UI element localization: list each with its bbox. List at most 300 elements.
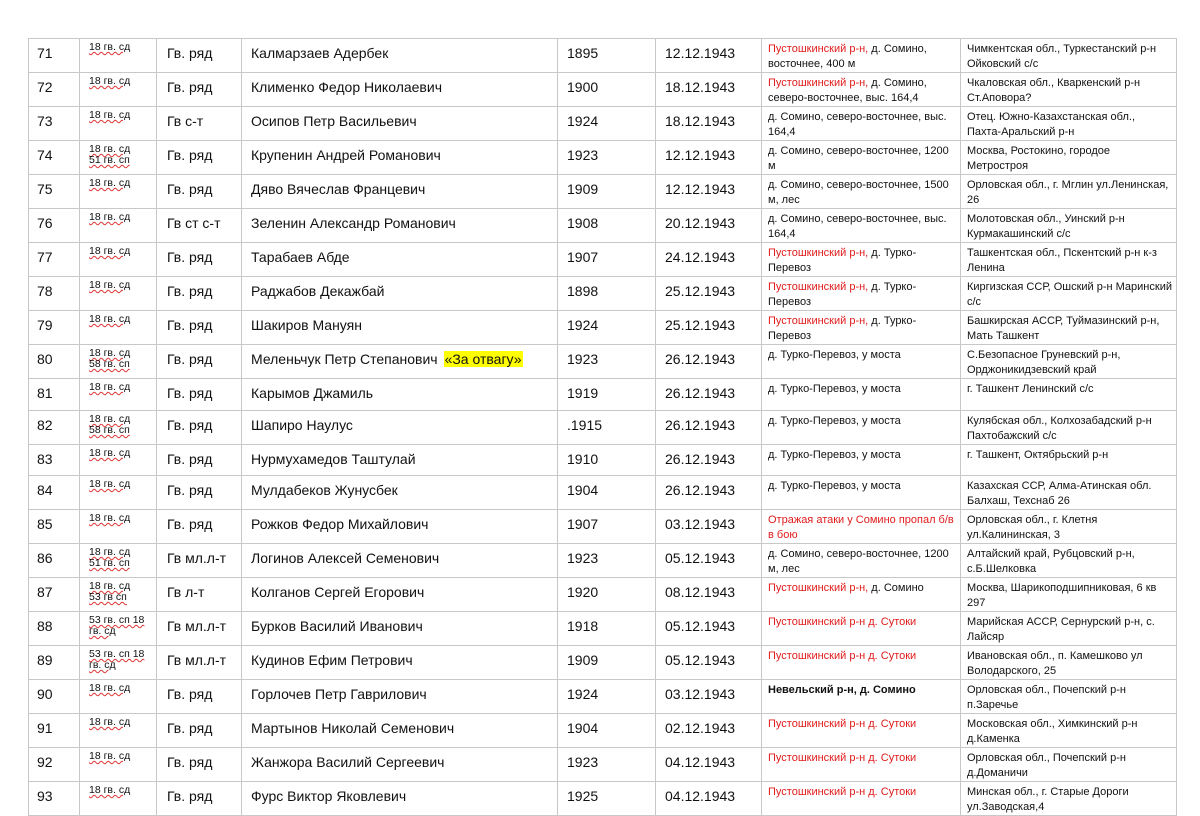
cell-text: Пустошкинский р-н д. Сутоки: [768, 616, 917, 628]
cell-text: Гв. ряд: [167, 482, 213, 498]
cell-text: 26.12.1943: [665, 451, 736, 467]
origin-cell: [961, 510, 1177, 544]
burial-place-cell: [762, 209, 961, 243]
row-number: [29, 510, 80, 544]
death-date-cell: [656, 411, 762, 445]
name-cell: [242, 209, 558, 243]
rank-cell: [157, 107, 242, 141]
cell-text: Пустошкинский р-н д. Сутоки: [768, 718, 917, 730]
birth-year-cell: [558, 680, 656, 714]
row-number: [29, 209, 80, 243]
burial-place-cell: [762, 243, 961, 277]
cell-text: 73: [37, 113, 53, 129]
cell-text: Гв. ряд: [167, 385, 213, 401]
burial-place-cell: [762, 544, 961, 578]
cell-text: Гв. ряд: [167, 720, 213, 736]
cell-text: 26.12.1943: [665, 351, 736, 367]
birth-year-cell: [558, 544, 656, 578]
death-date-cell: [656, 578, 762, 612]
birth-year-cell: [558, 243, 656, 277]
unit-cell: [80, 411, 157, 445]
unit-cell: [80, 175, 157, 209]
cell-text: 12.12.1943: [665, 45, 736, 61]
cell-text: 76: [37, 215, 53, 231]
burial-place-cell: [762, 379, 961, 411]
cell-text: Меленьчук Петр Степанович: [251, 351, 438, 367]
name-cell: [242, 107, 558, 141]
cell-text: Шапиро Наулус: [251, 417, 353, 433]
cell-text: 18 гв. сд: [89, 546, 131, 558]
death-date-cell: [656, 782, 762, 816]
origin-cell: [961, 445, 1177, 476]
row-number: [29, 243, 80, 277]
cell-text: 18 гв. сд: [89, 75, 131, 87]
cell-text: 18 гв. сд: [89, 447, 131, 459]
cell-text: 72: [37, 79, 53, 95]
cell-text: Алтайский край, Рубцовский р-н, с.Б.Шелковка: [967, 548, 1135, 575]
birth-year-cell: [558, 175, 656, 209]
unit-cell: [80, 578, 157, 612]
death-date-cell: [656, 141, 762, 175]
birth-year-cell: [558, 39, 656, 73]
cell-text: Гв. ряд: [167, 788, 213, 804]
cell-text: Гв мл.л-т: [167, 618, 227, 634]
cell-text: Пустошкинский р-н,: [768, 582, 869, 594]
birth-year-cell: [558, 107, 656, 141]
death-date-cell: [656, 243, 762, 277]
cell-text: 24.12.1943: [665, 249, 736, 265]
table-row: [29, 680, 1177, 714]
cell-text: 83: [37, 451, 53, 467]
unit-cell: [80, 680, 157, 714]
row-number: [29, 39, 80, 73]
unit-cell: [80, 782, 157, 816]
cell-text: 18 гв. сд: [89, 750, 131, 762]
name-cell: [242, 714, 558, 748]
burial-place-cell: [762, 782, 961, 816]
cell-text: 1924: [567, 317, 599, 333]
cell-text: 18 гв. сд: [89, 347, 131, 359]
name-cell: [242, 612, 558, 646]
cell-text: 05.12.1943: [665, 550, 736, 566]
cell-text: Пустошкинский р-н д. Сутоки: [768, 786, 917, 798]
cell-text: Московская обл., Химкинский р-н д.Каменка: [967, 718, 1138, 745]
unit-cell: [80, 141, 157, 175]
burial-place-cell: [762, 175, 961, 209]
rank-cell: [157, 714, 242, 748]
cell-text: 1924: [567, 686, 599, 702]
row-number: [29, 311, 80, 345]
origin-cell: [961, 476, 1177, 510]
unit-cell: [80, 714, 157, 748]
name-cell: [242, 311, 558, 345]
cell-text: Ташкентская обл., Пскентский р-н к-з Ленина: [967, 247, 1157, 274]
cell-text: Раджабов Декажбай: [251, 283, 385, 299]
cell-text: Молотовская обл., Уинский р-н Курмакашинский с/с: [967, 213, 1125, 240]
cell-text: 92: [37, 754, 53, 770]
cell-text: Орловская обл., Почепский р-н д.Доманичи: [967, 752, 1126, 779]
birth-year-cell: [558, 578, 656, 612]
origin-cell: [961, 782, 1177, 816]
cell-text: д. Сомино, северо-восточнее, 1200 м: [768, 145, 949, 172]
cell-text: 1923: [567, 754, 599, 770]
rank-cell: [157, 445, 242, 476]
unit-cell: [80, 73, 157, 107]
cell-text: 18.12.1943: [665, 113, 736, 129]
death-date-cell: [656, 714, 762, 748]
table-row: [29, 445, 1177, 476]
cell-text: 53 гв. сп 18: [89, 648, 145, 660]
cell-text: Отец. Южно-Казахстанская обл., Пахта-Аральский р-н: [967, 111, 1136, 138]
table-row: [29, 277, 1177, 311]
death-date-cell: [656, 476, 762, 510]
cell-text: Пустошкинский р-н д. Сутоки: [768, 752, 917, 764]
burial-place-cell: [762, 578, 961, 612]
cell-text: 1924: [567, 113, 599, 129]
cell-text: 89: [37, 652, 53, 668]
cell-text: Горлочев Петр Гаврилович: [251, 686, 427, 702]
cell-text: С.Безопасное Груневский р-н, Орджоникидзевский край: [967, 349, 1121, 376]
burial-place-cell: [762, 612, 961, 646]
cell-text: д. Сомино, северо-восточнее, выс. 164,4: [768, 111, 947, 138]
cell-text: Гв. ряд: [167, 147, 213, 163]
cell-text: Осипов Петр Васильевич: [251, 113, 417, 129]
cell-text: 18 гв. сд: [89, 279, 131, 291]
cell-text: 77: [37, 249, 53, 265]
row-number: [29, 73, 80, 107]
burial-place-cell: [762, 107, 961, 141]
cell-text: Рожков Федор Михайлович: [251, 516, 429, 532]
cell-text: .1915: [567, 417, 603, 433]
name-cell: [242, 680, 558, 714]
cell-text: 03.12.1943: [665, 686, 736, 702]
cell-text: Дяво Вячеслав Францевич: [251, 181, 426, 197]
table-row: [29, 782, 1177, 816]
unit-cell: [80, 544, 157, 578]
row-number: [29, 411, 80, 445]
cell-text: гв. сд: [89, 625, 116, 637]
cell-text: Москва, Ростокино, городое Метростроя: [967, 145, 1110, 172]
cell-text: Гв. ряд: [167, 417, 213, 433]
row-number: [29, 544, 80, 578]
origin-cell: [961, 646, 1177, 680]
cell-text: 81: [37, 385, 53, 401]
birth-year-cell: [558, 73, 656, 107]
cell-text: Гв. ряд: [167, 79, 213, 95]
rank-cell: [157, 544, 242, 578]
name-cell: [242, 476, 558, 510]
birth-year-cell: [558, 612, 656, 646]
cell-text: Логинов Алексей Семенович: [251, 550, 440, 566]
rank-cell: [157, 748, 242, 782]
cell-text: 75: [37, 181, 53, 197]
death-date-cell: [656, 544, 762, 578]
cell-text: 05.12.1943: [665, 618, 736, 634]
rank-cell: [157, 782, 242, 816]
origin-cell: [961, 345, 1177, 379]
cell-text: Отражая атаки у Сомино пропал б/в в бою: [768, 514, 954, 541]
cell-text: Кулябская обл., Колхозабадский р-н Пахтобажский с/с: [967, 415, 1152, 442]
cell-text: г. Ташкент Ленинский с/с: [967, 383, 1094, 395]
row-number: [29, 277, 80, 311]
cell-text: 1904: [567, 720, 599, 736]
birth-year-cell: [558, 714, 656, 748]
cell-text: 18 гв. сд: [89, 478, 131, 490]
cell-text: д. Турко-Перевоз, у моста: [768, 449, 901, 461]
cell-text: 18 гв. сд: [89, 109, 131, 121]
cell-text: Бурков Василий Иванович: [251, 618, 423, 634]
unit-cell: [80, 646, 157, 680]
burial-place-cell: [762, 510, 961, 544]
table-row: [29, 345, 1177, 379]
cell-text: 1908: [567, 215, 599, 231]
cell-text: Казахская ССР, Алма-Атинская обл. Балхаш, Техснаб 26: [967, 480, 1152, 507]
cell-text: 02.12.1943: [665, 720, 736, 736]
row-number: [29, 379, 80, 411]
death-date-cell: [656, 311, 762, 345]
burial-place-cell: [762, 73, 961, 107]
rank-cell: [157, 411, 242, 445]
cell-text: 18 гв. сд: [89, 143, 131, 155]
name-cell: [242, 445, 558, 476]
cell-text: 87: [37, 584, 53, 600]
rank-cell: [157, 209, 242, 243]
cell-text: 90: [37, 686, 53, 702]
cell-text: г. Ташкент, Октябрьский р-н: [967, 449, 1109, 461]
rank-cell: [157, 345, 242, 379]
cell-text: 53 гв сп: [89, 591, 127, 603]
origin-cell: [961, 141, 1177, 175]
death-date-cell: [656, 646, 762, 680]
cell-text: 18 гв. сд: [89, 784, 131, 796]
cell-text: 74: [37, 147, 53, 163]
birth-year-cell: [558, 748, 656, 782]
cell-text: Калмарзаев Адербек: [251, 45, 389, 61]
cell-text: 51 гв. сп: [89, 154, 130, 166]
cell-text: 1909: [567, 181, 599, 197]
name-cell: [242, 782, 558, 816]
cell-text: Орловская обл., Почепский р-н п.Заречье: [967, 684, 1126, 711]
birth-year-cell: [558, 510, 656, 544]
cell-text: 1918: [567, 618, 599, 634]
cell-text: Орловская обл., г. Клетня ул.Калининская, 3: [967, 514, 1098, 541]
origin-cell: [961, 714, 1177, 748]
table-row: [29, 73, 1177, 107]
cell-text: 26.12.1943: [665, 482, 736, 498]
origin-cell: [961, 243, 1177, 277]
cell-text: д. Турко-Перевоз, у моста: [768, 415, 901, 427]
cell-text: 1907: [567, 516, 599, 532]
cell-text: Гв. ряд: [167, 317, 213, 333]
table-row: [29, 379, 1177, 411]
cell-text: Шакиров Мануян: [251, 317, 362, 333]
name-cell: [242, 544, 558, 578]
cell-text: Пустошкинский р-н,: [768, 247, 869, 259]
row-number: [29, 680, 80, 714]
name-cell: [242, 345, 558, 379]
unit-cell: [80, 445, 157, 476]
unit-cell: [80, 107, 157, 141]
origin-cell: [961, 748, 1177, 782]
rank-cell: [157, 277, 242, 311]
cell-text: 18 гв. сд: [89, 381, 131, 393]
cell-text: Пустошкинский р-н д. Сутоки: [768, 650, 917, 662]
rank-cell: [157, 73, 242, 107]
table-row: [29, 175, 1177, 209]
table-row: [29, 510, 1177, 544]
cell-text: 53 гв. сп 18: [89, 614, 145, 626]
cell-text: д. Сомино, восточнее, 400 м: [768, 43, 927, 70]
cell-text: Орловская обл., г. Мглин ул.Ленинская, 26: [967, 179, 1169, 206]
cell-text: 18 гв. сд: [89, 512, 131, 524]
unit-cell: [80, 243, 157, 277]
name-cell: [242, 578, 558, 612]
cell-text: 03.12.1943: [665, 516, 736, 532]
burial-place-cell: [762, 411, 961, 445]
cell-text: 25.12.1943: [665, 317, 736, 333]
death-date-cell: [656, 748, 762, 782]
cell-text: «За отвагу»: [444, 351, 522, 367]
birth-year-cell: [558, 345, 656, 379]
cell-text: 1909: [567, 652, 599, 668]
burial-place-cell: [762, 311, 961, 345]
name-cell: [242, 646, 558, 680]
row-number: [29, 107, 80, 141]
rank-cell: [157, 646, 242, 680]
cell-text: 18 гв. сд: [89, 716, 131, 728]
birth-year-cell: [558, 646, 656, 680]
cell-text: 12.12.1943: [665, 147, 736, 163]
birth-year-cell: [558, 209, 656, 243]
origin-cell: [961, 39, 1177, 73]
unit-cell: [80, 379, 157, 411]
birth-year-cell: [558, 277, 656, 311]
unit-cell: [80, 345, 157, 379]
cell-text: 1919: [567, 385, 599, 401]
cell-text: Зеленин Александр Романович: [251, 215, 456, 231]
origin-cell: [961, 612, 1177, 646]
death-date-cell: [656, 445, 762, 476]
death-date-cell: [656, 107, 762, 141]
cell-text: 18 гв. сд: [89, 245, 131, 257]
cell-text: Кудинов Ефим Петрович: [251, 652, 413, 668]
cell-text: Фурс Виктор Яковлевич: [251, 788, 407, 804]
burial-place-cell: [762, 141, 961, 175]
birth-year-cell: [558, 476, 656, 510]
cell-text: 1910: [567, 451, 599, 467]
name-cell: [242, 510, 558, 544]
origin-cell: [961, 175, 1177, 209]
birth-year-cell: [558, 311, 656, 345]
row-number: [29, 612, 80, 646]
cell-text: Ивановская обл., п. Камешково ул Володарского, 25: [967, 650, 1143, 677]
cell-text: 18.12.1943: [665, 79, 736, 95]
origin-cell: [961, 544, 1177, 578]
table-row: [29, 544, 1177, 578]
cell-text: Гв. ряд: [167, 283, 213, 299]
cell-text: д. Сомино, северо-восточнее, 1200 м, лес: [768, 548, 949, 575]
unit-cell: [80, 277, 157, 311]
cell-text: 25.12.1943: [665, 283, 736, 299]
origin-cell: [961, 73, 1177, 107]
death-date-cell: [656, 345, 762, 379]
cell-text: 1900: [567, 79, 599, 95]
cell-text: 51 гв. сп: [89, 557, 130, 569]
cell-text: Нурмухамедов Таштулай: [251, 451, 416, 467]
cell-text: 82: [37, 417, 53, 433]
burial-roster-table: [28, 38, 1177, 816]
cell-text: 1904: [567, 482, 599, 498]
cell-text: 79: [37, 317, 53, 333]
cell-text: д. Турко-Перевоз: [768, 315, 917, 342]
cell-text: Гв. ряд: [167, 249, 213, 265]
table-row: [29, 578, 1177, 612]
cell-text: 12.12.1943: [665, 181, 736, 197]
cell-text: Пустошкинский р-н,: [768, 43, 869, 55]
cell-text: 18 гв. сд: [89, 682, 131, 694]
cell-text: 18 гв. сд: [89, 413, 131, 425]
name-cell: [242, 411, 558, 445]
death-date-cell: [656, 680, 762, 714]
table-row: [29, 748, 1177, 782]
cell-text: д. Турко-Перевоз: [768, 247, 917, 274]
cell-text: 05.12.1943: [665, 652, 736, 668]
burial-place-cell: [762, 476, 961, 510]
origin-cell: [961, 578, 1177, 612]
rank-cell: [157, 578, 242, 612]
cell-text: д. Турко-Перевоз: [768, 281, 917, 308]
rank-cell: [157, 141, 242, 175]
cell-text: 18 гв. сд: [89, 41, 131, 53]
cell-text: 20.12.1943: [665, 215, 736, 231]
cell-text: Тарабаев Абде: [251, 249, 350, 265]
cell-text: 80: [37, 351, 53, 367]
cell-text: Гв с-т: [167, 113, 204, 129]
birth-year-cell: [558, 445, 656, 476]
cell-text: 93: [37, 788, 53, 804]
cell-text: д. Сомино: [868, 582, 924, 594]
cell-text: Минская обл., г. Старые Дороги ул.Заводская,4: [967, 786, 1129, 813]
burial-place-cell: [762, 345, 961, 379]
cell-text: Пустошкинский р-н,: [768, 77, 869, 89]
cell-text: Москва, Шарикоподшипниковая, 6 кв 297: [967, 582, 1157, 609]
cell-text: 1895: [567, 45, 599, 61]
table-row: [29, 209, 1177, 243]
table-row: [29, 311, 1177, 345]
cell-text: 86: [37, 550, 53, 566]
cell-text: Мартынов Николай Семенович: [251, 720, 455, 736]
cell-text: Киргизская ССР, Ошский р-н Маринский с/с: [967, 281, 1172, 308]
cell-text: Гв. ряд: [167, 181, 213, 197]
cell-text: д. Сомино, северо-восточнее, 1500 м, лес: [768, 179, 949, 206]
cell-text: Клименко Федор Николаевич: [251, 79, 442, 95]
cell-text: Колганов Сергей Егорович: [251, 584, 425, 600]
cell-text: 1923: [567, 147, 599, 163]
row-number: [29, 476, 80, 510]
cell-text: Пустошкинский р-н,: [768, 315, 869, 327]
table-row: [29, 243, 1177, 277]
death-date-cell: [656, 175, 762, 209]
burial-place-cell: [762, 714, 961, 748]
cell-text: д. Турко-Перевоз, у моста: [768, 480, 901, 492]
rank-cell: [157, 510, 242, 544]
birth-year-cell: [558, 141, 656, 175]
cell-text: д. Турко-Перевоз, у моста: [768, 349, 901, 361]
death-date-cell: [656, 39, 762, 73]
birth-year-cell: [558, 411, 656, 445]
cell-text: 85: [37, 516, 53, 532]
cell-text: Гв ст с-т: [167, 215, 221, 231]
